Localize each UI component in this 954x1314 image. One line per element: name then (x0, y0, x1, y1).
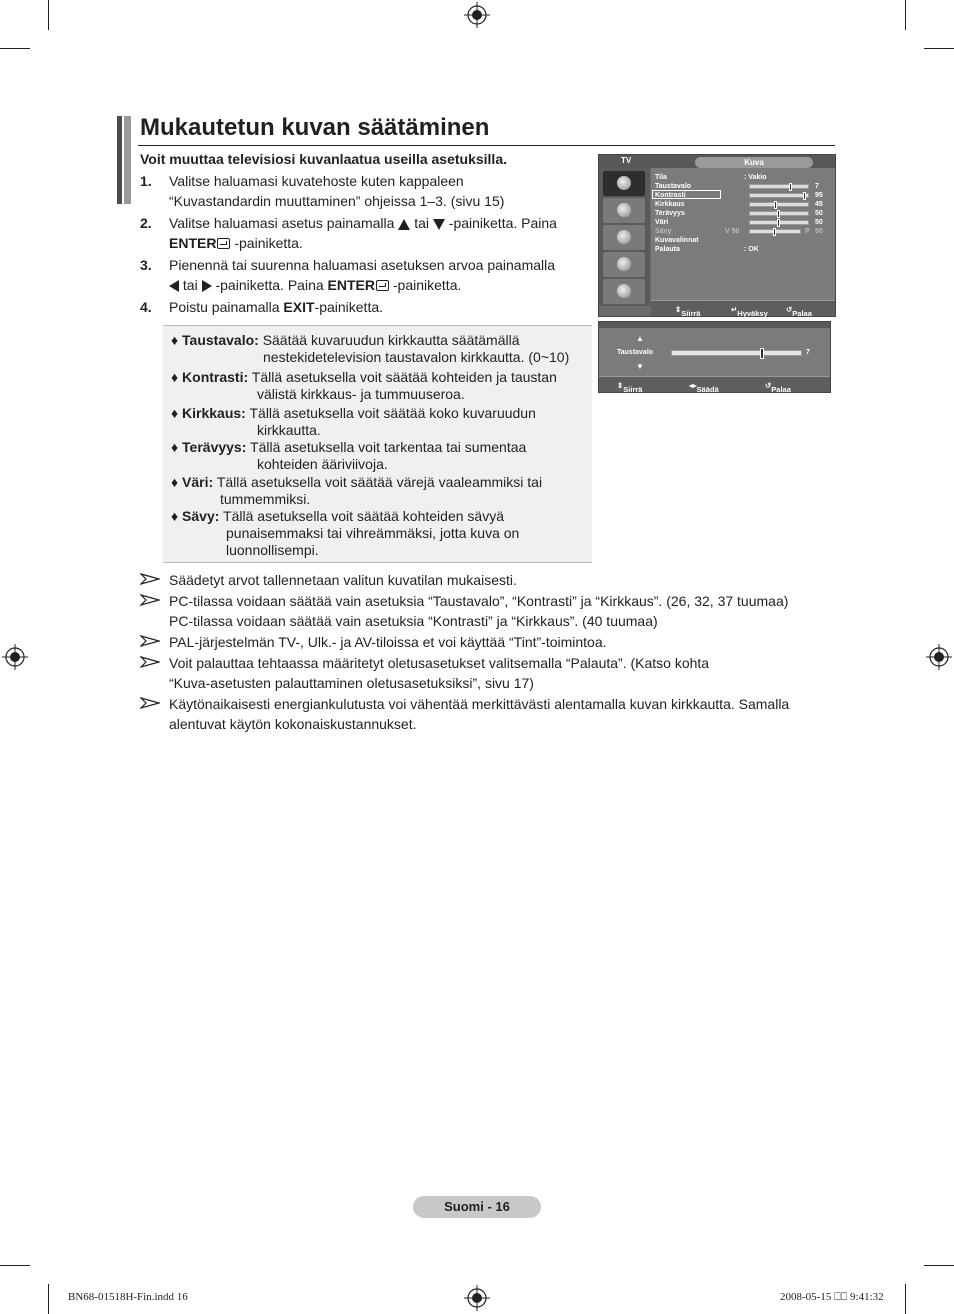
osd-sidebar (599, 168, 650, 306)
info-text: kirkkautta. (257, 422, 321, 438)
step-text: Poistu painamalla (169, 299, 280, 315)
osd-row-value: : Vakio (744, 174, 767, 181)
sound-menu-icon (603, 198, 645, 223)
osd2-back-hint: ↺ Palaa (765, 381, 791, 394)
osd-row-vari (655, 218, 831, 227)
info-item-kirkkaus (171, 405, 536, 439)
osd-settings-list (651, 168, 835, 306)
note-item (140, 591, 840, 631)
crop-mark (905, 1284, 906, 1314)
info-text: Tällä asetuksella voit säätää värejä vaaleammiksi tai (216, 474, 543, 490)
page-number-badge: Suomi - 16 (413, 1196, 541, 1218)
info-text: välistä kirkkaus- ja tummuuseroa. (257, 386, 465, 402)
osd-slider-knob (803, 192, 806, 200)
registration-mark-icon (2, 644, 28, 670)
title-accent-bar (117, 116, 131, 204)
exit-key-label: EXIT (283, 299, 315, 315)
step-number: 4. (140, 299, 152, 315)
osd-slider (749, 184, 809, 189)
info-text: Tällä asetuksella voit tarkentaa tai sumentaa (250, 439, 527, 455)
note-text: Käytönaikaisesti energiankulutusta voi vähentää merkittävästi alentamalla kuvan kirkkautta. Samalla (169, 696, 790, 712)
info-label: ♦ Väri: (171, 474, 214, 490)
step-text: -painiketta. Paina (448, 215, 557, 231)
osd-row-savy (655, 227, 831, 236)
osd-row-label: Kuvavalinnat (655, 237, 699, 244)
tv-picture-menu-screenshot (598, 154, 836, 317)
crop-mark (48, 1284, 49, 1314)
osd-row-label: Väri (655, 219, 669, 226)
step-number: 1. (140, 173, 152, 189)
page-title: Mukautetun kuvan säätäminen (140, 114, 490, 141)
step-text: -painiketta. (392, 276, 462, 293)
note-arrow-icon (140, 656, 160, 668)
info-text: Tällä asetuksella voit säätää koko kuvaruudun (249, 405, 536, 421)
osd2-adjust-label: Säädä (696, 385, 719, 394)
step-text: -painiketta. (234, 234, 303, 251)
note-text: “Kuva-asetusten palauttaminen oletusasetuksiksi”, sivu 17) (169, 675, 534, 691)
osd-slider-knob (773, 228, 776, 236)
osd-slider (749, 193, 809, 198)
osd2-up-arrow-icon: ▲ (636, 334, 644, 343)
tv-slider-screenshot (598, 321, 831, 393)
intro-text: Voit muuttaa televisiosi kuvanlaatua useilla asetuksilla. (140, 151, 507, 167)
osd-row-value: P (805, 228, 810, 235)
osd-header (599, 155, 835, 168)
info-text: tummemmiksi. (220, 491, 311, 507)
osd-ok-hint: ↵ Hyväksy (731, 305, 768, 318)
info-text: Säätää kuvaruudun kirkkautta säätämällä (262, 332, 520, 348)
osd2-label: Taustavalo (617, 349, 654, 356)
down-arrow-icon (433, 219, 445, 230)
osd-selection-highlight (652, 190, 721, 199)
info-text: Tällä asetuksella voit säätää kohteiden sävyä (223, 508, 504, 524)
osd-row-label: Tila (655, 174, 667, 181)
note-text: Voit palauttaa tehtaassa määritetyt oletusasetukset valitsemalla “Palauta”. (Katso kohta (169, 655, 710, 671)
osd-row-teravyys (655, 209, 831, 218)
osd-row-label: Palauta (655, 246, 680, 253)
info-label: ♦ Kontrasti: (171, 369, 249, 385)
osd-footer (651, 300, 835, 316)
info-item-teravyys (171, 439, 526, 473)
left-arrow-icon (169, 280, 179, 292)
osd-row-label: Sävy (655, 228, 672, 235)
info-item-savy (171, 508, 519, 559)
osd-slider (749, 220, 809, 225)
osd-source-label: TV (621, 156, 632, 165)
note-arrow-icon (140, 697, 160, 709)
print-footer-right: 2008-05-15 ⎕⎕ 9:41:32 (780, 1291, 884, 1303)
step-4 (140, 298, 590, 318)
osd2-slider (671, 350, 802, 356)
osd-row-palauta (655, 245, 831, 254)
enter-icon (376, 280, 389, 291)
osd-row-value: V 50 (725, 228, 740, 235)
osd2-footer (599, 376, 830, 392)
picture-menu-icon (603, 171, 645, 196)
osd-row-value: 7 (815, 183, 819, 190)
note-list (140, 570, 840, 735)
osd-row-value: 50 (815, 210, 823, 217)
info-label: ♦ Sävy: (171, 508, 220, 524)
osd-move-label: Siirrä (681, 309, 701, 318)
note-item (140, 694, 840, 734)
enter-icon (217, 238, 230, 249)
step-list (140, 172, 590, 321)
right-arrow-icon (202, 280, 212, 292)
step-text: tai (182, 276, 198, 293)
osd-slider-knob (777, 210, 780, 218)
osd-row-tila (655, 173, 831, 182)
step-number: 3. (140, 257, 152, 273)
registration-mark-icon (926, 644, 952, 670)
step-text: -painiketta. (314, 299, 384, 315)
crop-mark (924, 48, 954, 49)
osd-row-kirkkaus (655, 200, 831, 209)
osd-slider (749, 211, 809, 216)
osd-back-label: Palaa (792, 309, 812, 318)
registration-mark-icon (464, 2, 490, 28)
osd2-move-label: Siirrä (623, 385, 643, 394)
osd-slider-knob (789, 183, 792, 191)
osd-slider (749, 229, 801, 234)
info-item-kontrasti (171, 369, 557, 403)
title-rule (138, 145, 835, 146)
step-text: Pienennä tai suurenna haluamasi asetuksen arvoa painamalla (169, 257, 556, 273)
osd2-header (599, 322, 830, 328)
osd-move-hint: ⇕ Siirrä (675, 305, 701, 318)
step-1 (140, 172, 590, 211)
info-text: punaisemmaksi tai vihreämmäksi, jotta kuva on (226, 525, 520, 541)
osd-ok-label: Hyväksy (737, 309, 768, 318)
registration-mark-icon (464, 1285, 490, 1311)
up-arrow-icon (398, 219, 410, 230)
note-text: PAL-järjestelmän TV-, Ulk.- ja AV-tiloissa et voi käyttää “Tint”-toimintoa. (169, 634, 607, 650)
crop-mark (0, 1265, 30, 1266)
enter-key-label: ENTER (327, 276, 375, 293)
osd-row-value: : OK (744, 246, 759, 253)
crop-mark (924, 1265, 954, 1266)
osd-row-value: 95 (815, 192, 823, 199)
osd-slider (749, 202, 809, 207)
info-label: ♦ Kirkkaus: (171, 405, 246, 421)
info-item-taustavalo (171, 332, 569, 366)
note-arrow-icon (140, 594, 160, 606)
setup-menu-icon (603, 252, 645, 277)
note-arrow-icon (140, 635, 160, 647)
note-arrow-icon (140, 573, 160, 585)
info-text: kohteiden ääriviivoja. (257, 456, 388, 472)
osd-slider-knob (777, 219, 780, 227)
print-footer-left: BN68-01518H-Fin.indd 16 (68, 1291, 188, 1303)
osd-row-label: Taustavalo (655, 183, 692, 190)
osd-row-value: 50 (815, 228, 823, 235)
osd-row-label: Terävyys (655, 210, 685, 217)
osd-back-hint: ↺ Palaa (786, 305, 812, 318)
crop-mark (48, 0, 49, 30)
osd-row-label: Kirkkaus (655, 201, 685, 208)
osd2-down-arrow-icon: ▼ (636, 362, 644, 371)
note-text: alentuvat käytön kokonaiskustannukset. (169, 716, 417, 732)
osd-slider-knob (774, 201, 777, 209)
osd2-move-hint: ⇕ Siirrä (617, 381, 643, 394)
crop-mark (905, 0, 906, 30)
info-text: nestekidetelevision taustavalon kirkkautta. (0~10) (263, 349, 570, 365)
step-text: Valitse haluamasi kuvatehoste kuten kappaleen (169, 173, 464, 189)
enter-key-label: ENTER (169, 234, 217, 251)
note-item (140, 653, 840, 693)
note-text: Säädetyt arvot tallennetaan valitun kuvatilan mukaisesti. (169, 572, 517, 588)
osd2-back-label: Palaa (771, 385, 791, 394)
step-number: 2. (140, 215, 152, 231)
osd2-adjust-hint: ◂▸ Säädä (689, 381, 719, 394)
info-text: Tällä asetuksella voit säätää kohteiden ja taustan (251, 369, 557, 385)
osd-row-label: Kontrasti (655, 192, 686, 199)
osd2-value: 7 (806, 349, 810, 356)
osd2-slider-knob (760, 348, 764, 359)
step-3 (140, 256, 590, 295)
step-text: “Kuvastandardin muuttaminen” ohjeissa 1–3. (sivu 15) (169, 192, 505, 209)
info-label: ♦ Terävyys: (171, 439, 247, 455)
info-item-vari (171, 474, 542, 508)
note-text: PC-tilassa voidaan säätää vain asetuksia “Kontrasti” ja “Kirkkaus”. (40 tuumaa) (169, 613, 658, 629)
osd-row-value: 45 (815, 201, 823, 208)
osd-menu-tab: Kuva (695, 157, 813, 168)
osd-row-value: 50 (815, 219, 823, 226)
settings-description-box (163, 325, 592, 563)
info-text: luonnollisempi. (226, 542, 319, 558)
osd-row-kuvavalinnat (655, 236, 831, 245)
step-text: -painiketta. Paina (215, 276, 324, 293)
note-item (140, 632, 840, 652)
note-item (140, 570, 840, 590)
step-text: Valitse haluamasi asetus painamalla (169, 215, 395, 231)
channel-menu-icon (603, 225, 645, 250)
step-2 (140, 214, 590, 253)
crop-mark (0, 48, 30, 49)
info-label: ♦ Taustavalo: (171, 332, 259, 348)
step-text: tai (414, 215, 429, 231)
input-menu-icon (603, 279, 645, 304)
note-text: PC-tilassa voidaan säätää vain asetuksia “Taustavalo”, “Kontrasti” ja “Kirkkaus”. (26, 32, 37 tuumaa) (169, 593, 789, 609)
